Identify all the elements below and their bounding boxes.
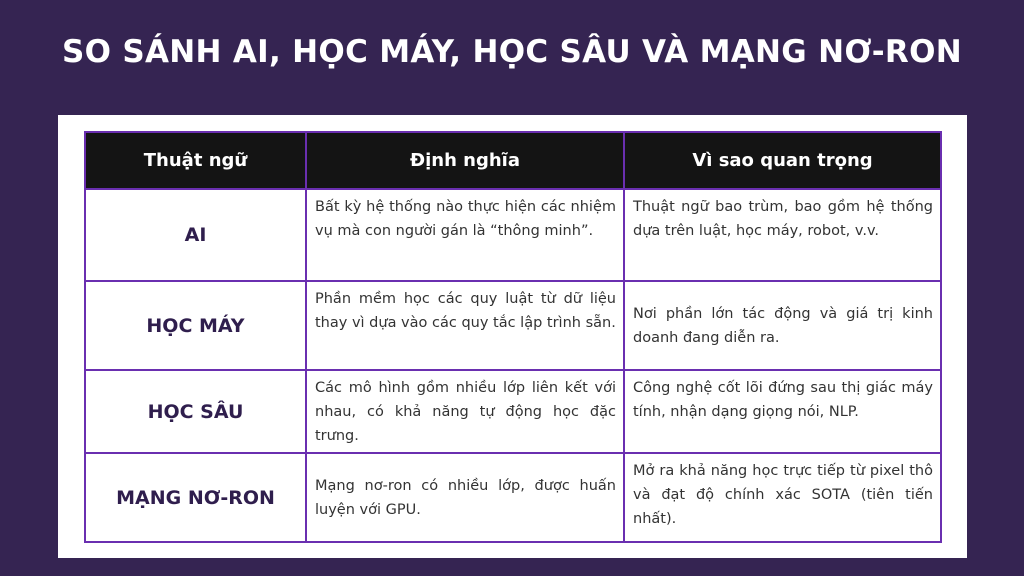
table-card	[58, 115, 967, 558]
page-title: SO SÁNH AI, HỌC MÁY, HỌC SÂU VÀ MẠNG NƠ-RON	[62, 34, 962, 70]
importance-cell: Công nghệ cốt lõi đứng sau thị giác máy tính, nhận dạng giọng nói, NLP.	[624, 370, 941, 453]
definition-cell: Bất kỳ hệ thống nào thực hiện các nhiệm vụ mà con người gán là “thông minh”.	[306, 189, 624, 281]
term-cell: HỌC MÁY	[85, 281, 306, 370]
term-cell: HỌC SÂU	[85, 370, 306, 453]
header-definition: Định nghĩa	[306, 132, 624, 189]
comparison-table	[84, 131, 942, 543]
importance-cell: Mở ra khả năng học trực tiếp từ pixel thô và đạt độ chính xác SOTA (tiên tiến nhất).	[624, 453, 941, 542]
definition-cell: Mạng nơ-ron có nhiều lớp, được huấn luyện với GPU.	[306, 453, 624, 542]
term-cell: MẠNG NƠ-RON	[85, 453, 306, 542]
table-header-row	[85, 132, 941, 189]
header-importance: Vì sao quan trọng	[624, 132, 941, 189]
importance-cell: Nơi phần lớn tác động và giá trị kinh doanh đang diễn ra.	[624, 281, 941, 370]
table-row	[85, 281, 941, 370]
table-row	[85, 453, 941, 542]
term-cell: AI	[85, 189, 306, 281]
importance-cell: Thuật ngữ bao trùm, bao gồm hệ thống dựa trên luật, học máy, robot, v.v.	[624, 189, 941, 281]
definition-cell: Các mô hình gồm nhiều lớp liên kết với nhau, có khả năng tự động học đặc trưng.	[306, 370, 624, 453]
table-row	[85, 189, 941, 281]
table-row	[85, 370, 941, 453]
definition-cell: Phần mềm học các quy luật từ dữ liệu thay vì dựa vào các quy tắc lập trình sẵn.	[306, 281, 624, 370]
header-term: Thuật ngữ	[85, 132, 306, 189]
